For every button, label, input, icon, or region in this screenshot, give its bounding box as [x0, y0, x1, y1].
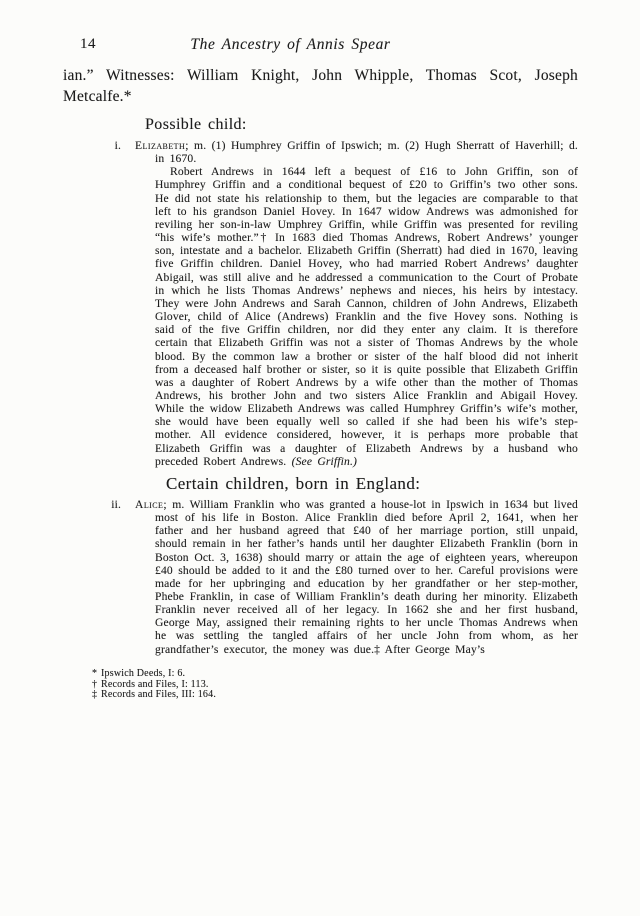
entry-name: Alice: [135, 497, 164, 511]
entry-numeral: i.: [114, 139, 121, 152]
footnotes: [92, 669, 578, 701]
entry-see-reference: (See Griffin.): [291, 454, 358, 468]
footnote-text: Ipswich Deeds, I: 6.: [101, 667, 186, 679]
child-entry-i: [114, 139, 578, 468]
footnote-records-3: [92, 690, 578, 701]
running-title: The Ancestry of Annis Spear: [190, 36, 391, 53]
running-head: [63, 36, 578, 54]
entry-name: Elizabeth: [135, 139, 186, 152]
footnote-text: Records and Files, III: 164.: [101, 689, 217, 701]
footnote-symbol: ‡: [92, 689, 98, 701]
entry-lead-text: ; m. (1) Humphrey Griffin of Ipswich; m. (2) Hugh Sherratt of Haverhill; d. in 1670.: [155, 139, 578, 166]
footnote-symbol: †: [92, 678, 98, 690]
intro-paragraph: ian.” Witnesses: William Knight, John Whipple, Thomas Scot, Joseph Metcalfe.*: [63, 67, 578, 105]
child-entry-ii: [111, 497, 578, 656]
entry-lead: [135, 497, 578, 656]
page-number: 14: [80, 36, 96, 52]
entry-lead-text: ; m. William Franklin who was granted a house-lot in Ipswich in 1634 but lived most of his life in Boston. Alice Franklin died before April 2, 1641, when her father and her husband agreed that £40 of her marriage portion, still unpaid, should remain in her father’s hands until her daughter Elizabeth Franklin (born in Boston Oct. 3, 1638) should marry or attain the age of eighteen years, whereupon £40 should be added to it and the £80 turned over to her. Careful provisions were made for her upbringing and education by her grandfather or her step-mother, Phebe Franklin, in case of William Franklin’s death during her minority. Elizabeth Franklin never received all of her legacy. In 1662 she and her first husband, George May, assigned their remaining rights to her uncle Thomas Andrews when he was settling the tangled affairs of her uncle John from whom, as her grandfather’s executor, the money was due.‡ After George May’s: [155, 497, 578, 656]
footnote-text: Records and Files, I: 113.: [101, 678, 209, 690]
entry-numeral: ii.: [111, 497, 121, 511]
entry-body: [155, 165, 578, 468]
entry-body-text: Robert Andrews in 1644 left a bequest of £16 to John Griffin, son of Humphrey Griffin and a conditional bequest of £20 to Griffin’s two other sons. He did not state his relationship to them, but the legacies are comparable to that left to his grandson Daniel Hovey. In 1647 widow Andrews was admonished for reviling her son-in-law Umphrey Griffin, while Griffin was presented for reviling “his wife’s mother.”† In 1683 died Thomas Andrews, Robert Andrews’ younger son, intestate and a bachelor. Elizabeth Griffin (Sherratt) had died in 1670, leaving five Griffin children. Daniel Hovey, who had married Robert Andrews’ daughter Abigail, was still alive and he addressed a communication to the Court of Probate in which he lists Thomas Andrews’ nephews and nieces, his heirs by intestacy. They were John Andrews and Sarah Cannon, children of John Andrews, Elizabeth Glover, child of Alice (Andrews) Franklin and the five Hovey sons. Nothing is said of the five Griffin children, nor did they enter any claim. It is therefore certain that Elizabeth Griffin was not a sister of Thomas Andrews by the whole blood. By the common law a brother or sister of the half blood did not inherit from a deceased half brother or sister, so it is quite possible that Elizabeth Griffin was a daughter of Robert Andrews by a wife other than the mother of Thomas Andrews, his brother John and two sisters Alice Franklin and Abigail Hovey. While the widow Elizabeth Andrews was called Humphrey Griffin’s wife’s mother, she would have been equally well so called if she had been his wife’s step-mother. All evidence considered, however, it is perhaps more probable that Elizabeth Griffin was a daughter of Elizabeth Andrews by a husband who preceded Robert Andrews.: [155, 165, 578, 468]
section-heading-possible-child: Possible child:: [145, 116, 247, 133]
section-heading-certain-children: Certain children, born in England:: [166, 473, 421, 493]
footnote-symbol: *: [92, 667, 98, 679]
entry-lead: [135, 139, 578, 166]
